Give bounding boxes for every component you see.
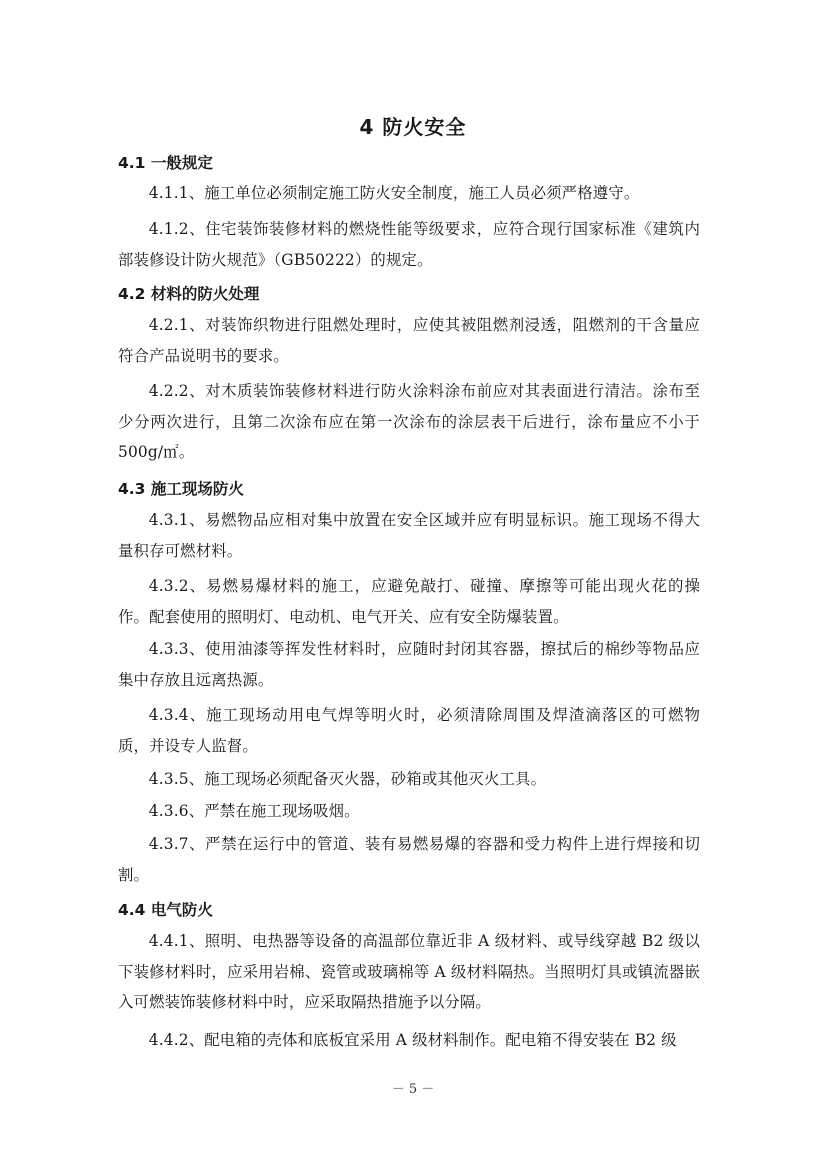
paragraph-4-1-2: 4.1.2、住宅装饰装修材料的燃烧性能等级要求，应符合现行国家标准《建筑内部装修设计防火规范》（GB50222）的规定。 xyxy=(118,220,700,269)
paragraph-4-3-4: 4.3.4、施工现场动用电气焊等明火时，必须清除周围及焊渣滴落区的可燃物质，并设专人监督。 xyxy=(118,706,700,755)
paragraph-4-2-2: 4.2.2、对木质装饰装修材料进行防火涂料涂布前应对其表面进行清洁。涂布至少分两次进行，且第二次涂布应在第一次涂布的涂层表干后进行，涂布量应不小于 500g/㎡。 xyxy=(118,382,700,461)
paragraph-4-3-6: 4.3.6、严禁在施工现场吸烟。 xyxy=(148,802,360,820)
section-heading-4-3: 4.3 施工现场防火 xyxy=(118,480,244,498)
page-number: － 5 － xyxy=(391,1082,435,1097)
page-title: 4 防火安全 xyxy=(359,115,467,139)
section-heading-4-4: 4.4 电气防火 xyxy=(118,901,213,919)
paragraph-4-2-1: 4.2.1、对装饰织物进行阻燃处理时，应使其被阻燃剂浸透，阻燃剂的干含量应符合产品说明书的要求。 xyxy=(118,316,700,365)
paragraph-4-3-7: 4.3.7、严禁在运行中的管道、装有易燃易爆的容器和受力构件上进行焊接和切割。 xyxy=(118,835,700,884)
paragraph-4-3-2: 4.3.2、易燃易爆材料的施工，应避免敲打、碰撞、摩擦等可能出现火花的操作。配套使用的照明灯、电动机、电气开关、应有安全防爆装置。 xyxy=(118,577,700,626)
paragraph-4-3-5: 4.3.5、施工现场必须配备灭火器，砂箱或其他灭火工具。 xyxy=(148,770,547,788)
paragraph-4-4-2: 4.4.2、配电箱的壳体和底板宜采用 A 级材料制作。配电箱不得安装在 B2 级 xyxy=(148,1031,677,1049)
paragraph-4-3-1: 4.3.1、易燃物品应相对集中放置在安全区域并应有明显标识。施工现场不得大量积存可燃材料。 xyxy=(118,511,700,560)
paragraph-4-4-1: 4.4.1、照明、电热器等设备的高温部位靠近非 A 级材料、或导线穿越 B2 级以下装修材料时，应采用岩棉、瓷管或玻璃棉等 A 级材料隔热。当照明灯具或镇流器嵌入可燃装饰装修材料中时，应采取隔热措施予以分隔。 xyxy=(118,932,700,1011)
section-heading-4-2: 4.2 材料的防火处理 xyxy=(118,285,260,303)
paragraph-4-3-3: 4.3.3、使用油漆等挥发性材料时，应随时封闭其容器，擦拭后的棉纱等物品应集中存放且远离热源。 xyxy=(118,640,700,689)
paragraph-4-1-1: 4.1.1、施工单位必须制定施工防火安全制度，施工人员必须严格遵守。 xyxy=(148,184,640,202)
section-heading-4-1: 4.1 一般规定 xyxy=(118,154,213,172)
